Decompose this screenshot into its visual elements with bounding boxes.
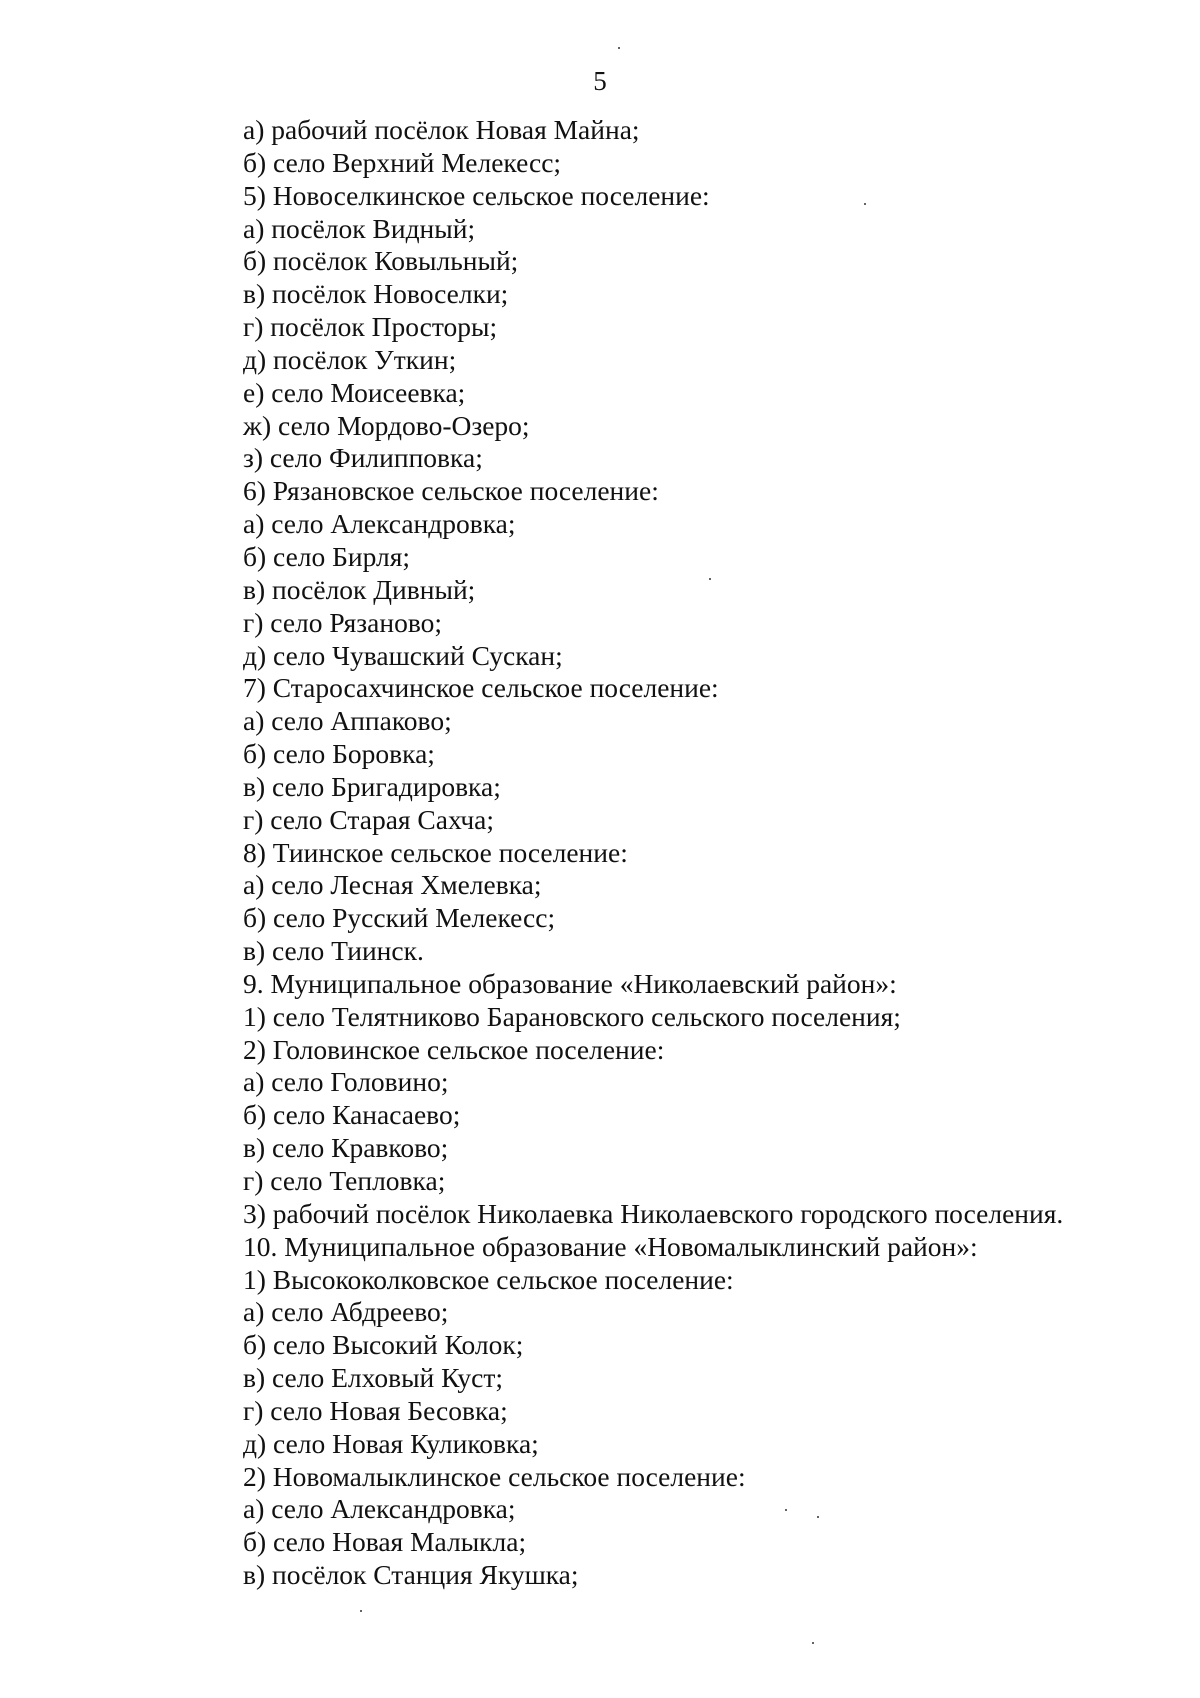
list-line: а) село Александровка; — [243, 1493, 516, 1525]
list-line: в) село Елховый Куст; — [243, 1362, 504, 1394]
scan-speck — [785, 1509, 787, 1511]
list-line: д) село Чувашский Сускан; — [243, 639, 563, 671]
list-line: в) посёлок Станция Якушка; — [243, 1559, 579, 1591]
list-line: а) рабочий посёлок Новая Майна; — [243, 114, 640, 145]
list-line: г) село Тепловка; — [243, 1165, 446, 1196]
list-line: 10. Муниципальное образование «Новомалыклинский район»: — [243, 1230, 978, 1262]
scan-speck — [709, 578, 711, 580]
scan-speck — [360, 1610, 362, 1612]
list-line: д) посёлок Уткин; — [243, 343, 457, 375]
list-line: а) село Александровка; — [243, 508, 516, 540]
list-line: 5) Новоселкинское сельское поселение: — [243, 179, 710, 211]
list-line: в) село Тиинск. — [243, 935, 424, 967]
list-line: г) посёлок Просторы; — [243, 311, 498, 343]
list-line: в) посёлок Дивный; — [243, 573, 476, 605]
list-line: е) село Моисеевка; — [243, 376, 466, 408]
list-line: 9. Муниципальное образование «Николаевский район»: — [243, 967, 897, 999]
list-line: в) село Бригадировка; — [243, 770, 501, 802]
list-line: 2) Головинское сельское поселение: — [243, 1033, 665, 1065]
list-line: б) село Высокий Колок; — [243, 1329, 524, 1361]
list-line: з) село Филипповка; — [243, 442, 483, 474]
list-line: 6) Рязановское сельское поселение: — [243, 475, 659, 507]
list-line: г) село Новая Бесовка; — [243, 1394, 508, 1426]
list-line: г) село Рязаново; — [243, 606, 443, 638]
list-line: д) село Новая Куликовка; — [243, 1427, 539, 1459]
list-line: б) посёлок Ковыльный; — [243, 245, 519, 277]
scan-speck — [864, 203, 866, 205]
list-line: 1) село Телятниково Барановского сельского поселения; — [243, 1000, 901, 1032]
list-line: 2) Новомалыклинское сельское поселение: — [243, 1460, 746, 1492]
list-line: 3) рабочий посёлок Николаевка Николаевского городского поселения. — [243, 1197, 1064, 1229]
list-line: в) посёлок Новоселки; — [243, 278, 509, 310]
list-line: б) село Боровка; — [243, 738, 435, 770]
list-line: г) село Старая Сахча; — [243, 803, 495, 835]
page-number: 5 — [593, 66, 607, 96]
settlement-list — [243, 114, 1063, 1592]
list-line: а) село Аппаково; — [243, 705, 452, 737]
list-line: б) село Верхний Мелекесс; — [243, 146, 562, 178]
list-line: 7) Старосахчинское сельское поселение: — [243, 672, 719, 704]
list-line: а) село Лесная Хмелевка; — [243, 869, 542, 901]
list-line: б) село Канасаево; — [243, 1099, 461, 1131]
list-line: а) село Абдреево; — [243, 1296, 449, 1328]
scan-speck — [618, 47, 620, 49]
list-line: б) село Бирля; — [243, 540, 411, 572]
list-line: а) посёлок Видный; — [243, 212, 476, 244]
list-line: а) село Головино; — [243, 1066, 449, 1098]
scan-speck — [812, 1642, 814, 1644]
list-line: 1) Высококолковское сельское поселение: — [243, 1263, 734, 1295]
list-line: в) село Кравково; — [243, 1132, 449, 1164]
scan-speck — [817, 1516, 819, 1518]
list-line: б) село Русский Мелекесс; — [243, 902, 556, 934]
list-line: ж) село Мордово-Озеро; — [243, 409, 530, 441]
list-line: 8) Тиинское сельское поселение: — [243, 836, 628, 868]
list-line: б) село Новая Малыкла; — [243, 1526, 527, 1558]
